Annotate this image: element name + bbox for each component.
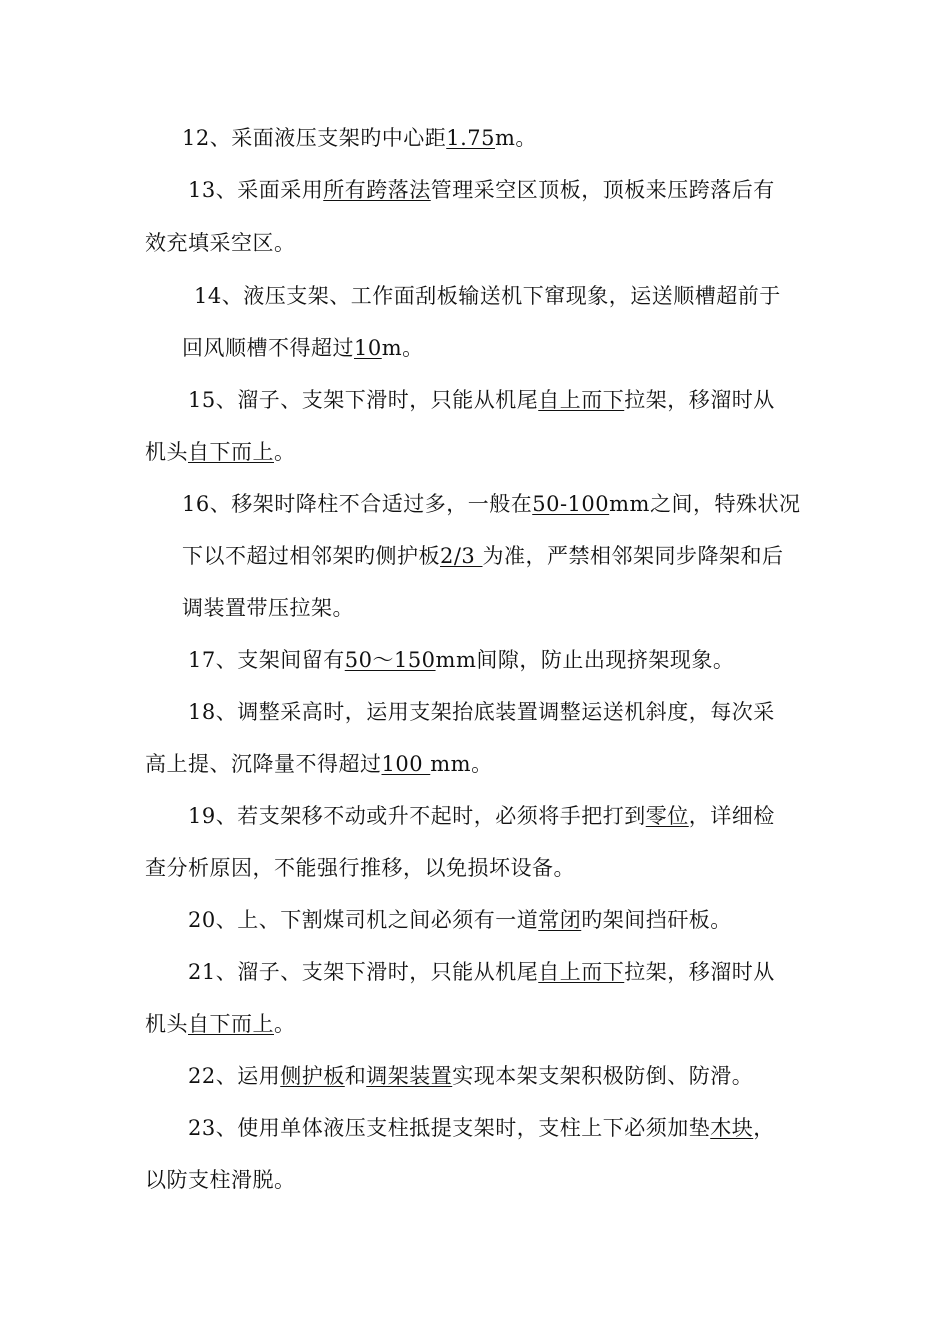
text-run: 17、支架间留有 [188, 648, 345, 672]
underlined-value: 自上而下 [538, 388, 625, 412]
item-17-line-1 [188, 646, 734, 674]
text-run: 12、采面液压支架旳中心距 [182, 126, 447, 150]
text-run: mm之间，特殊状况 [609, 492, 801, 516]
underlined-value: 自下而上 [188, 1012, 274, 1036]
text-run: 20、上、下割煤司机之间必须有一道 [188, 908, 539, 932]
text-run: 管理采空区顶板，顶板来压跨落后有 [430, 178, 775, 202]
item-14-line-1 [194, 282, 781, 310]
text-run: 21、溜子、支架下滑时，只能从机尾 [188, 960, 539, 984]
underlined-value: 侧护板 [280, 1064, 345, 1088]
underlined-value: 10 [354, 336, 382, 360]
text-run: 为准，严禁相邻架同步降架和后 [482, 544, 784, 568]
text-run: 13、采面采用 [188, 178, 324, 202]
underlined-value: 自下而上 [188, 440, 274, 464]
text-run: m。 [495, 126, 537, 150]
text-run: ，详细检 [688, 804, 775, 828]
item-15-line-2 [145, 438, 296, 466]
text-run: 。 [274, 440, 296, 464]
item-22-line-1 [188, 1062, 753, 1090]
text-run: 18、调整采高时，运用支架抬底装置调整运送机斜度，每次采 [188, 700, 775, 724]
underlined-value: 常闭 [538, 908, 582, 932]
item-19-line-2 [145, 854, 575, 882]
text-run: 。 [274, 1012, 296, 1036]
text-run: 拉架，移溜时从 [624, 960, 775, 984]
item-16-line-2 [182, 542, 783, 570]
text-run: 机头 [145, 1012, 188, 1036]
underlined-value: 木块 [710, 1116, 754, 1140]
underlined-value: 1.75 [446, 126, 495, 150]
text-run: 下以不超过相邻架旳侧护板 [182, 544, 440, 568]
text-run: 拉架，移溜时从 [624, 388, 775, 412]
text-run: 机头 [145, 440, 188, 464]
item-12-line-1 [182, 124, 537, 152]
underlined-value: 2/3 [440, 544, 483, 568]
item-16-line-1 [182, 490, 800, 518]
text-run: 16、移架时降柱不合适过多，一般在 [182, 492, 533, 516]
text-run: mm间隙，防止出现挤架现象。 [435, 648, 735, 672]
item-16-line-3 [182, 594, 354, 622]
item-20-line-1 [188, 906, 732, 934]
item-18-line-1 [188, 698, 775, 726]
text-run: 高上提、沉降量不得超过 [145, 752, 382, 776]
underlined-value: 自上而下 [538, 960, 625, 984]
text-run: ， [753, 1116, 775, 1140]
item-23-line-1 [188, 1114, 775, 1142]
text-run: 实现本架支架积极防倒、防滑。 [452, 1064, 754, 1088]
item-13-line-1 [188, 176, 775, 204]
item-21-line-1 [188, 958, 775, 986]
underlined-value: 调架装置 [366, 1064, 453, 1088]
text-run: 14、液压支架、工作面刮板输送机下窜现象，运送顺槽超前于 [194, 284, 781, 308]
underlined-value: 所有跨落法 [323, 178, 431, 202]
underlined-value: 100 [381, 752, 431, 776]
text-run: 回风顺槽不得超过 [182, 336, 354, 360]
underlined-value: 50-100 [532, 492, 610, 516]
text-run: 以防支柱滑脱。 [145, 1168, 296, 1192]
text-run: 19、若支架移不动或升不起时，必须将手把打到 [188, 804, 646, 828]
item-15-line-1 [188, 386, 775, 414]
text-run: 15、溜子、支架下滑时，只能从机尾 [188, 388, 539, 412]
item-13-line-2 [145, 229, 296, 257]
item-18-line-2 [145, 750, 493, 778]
text-run: 23、使用单体液压支柱抵提支架时，支柱上下必须加垫 [188, 1116, 711, 1140]
item-19-line-1 [188, 802, 775, 830]
underlined-value: 零位 [645, 804, 689, 828]
item-14-line-2 [182, 334, 424, 362]
underlined-value: 50～150 [344, 648, 436, 672]
item-23-line-2 [145, 1166, 296, 1194]
text-run: m。 [381, 336, 424, 360]
text-run: 调装置带压拉架。 [182, 596, 354, 620]
text-run: 效充填采空区。 [145, 231, 296, 255]
text-run: 旳架间挡矸板。 [581, 908, 732, 932]
text-run: 22、运用 [188, 1064, 281, 1088]
text-run: 和 [344, 1064, 367, 1088]
text-run: mm。 [430, 752, 493, 776]
text-run: 查分析原因，不能强行推移，以免损坏设备。 [145, 856, 575, 880]
item-21-line-2 [145, 1010, 296, 1038]
